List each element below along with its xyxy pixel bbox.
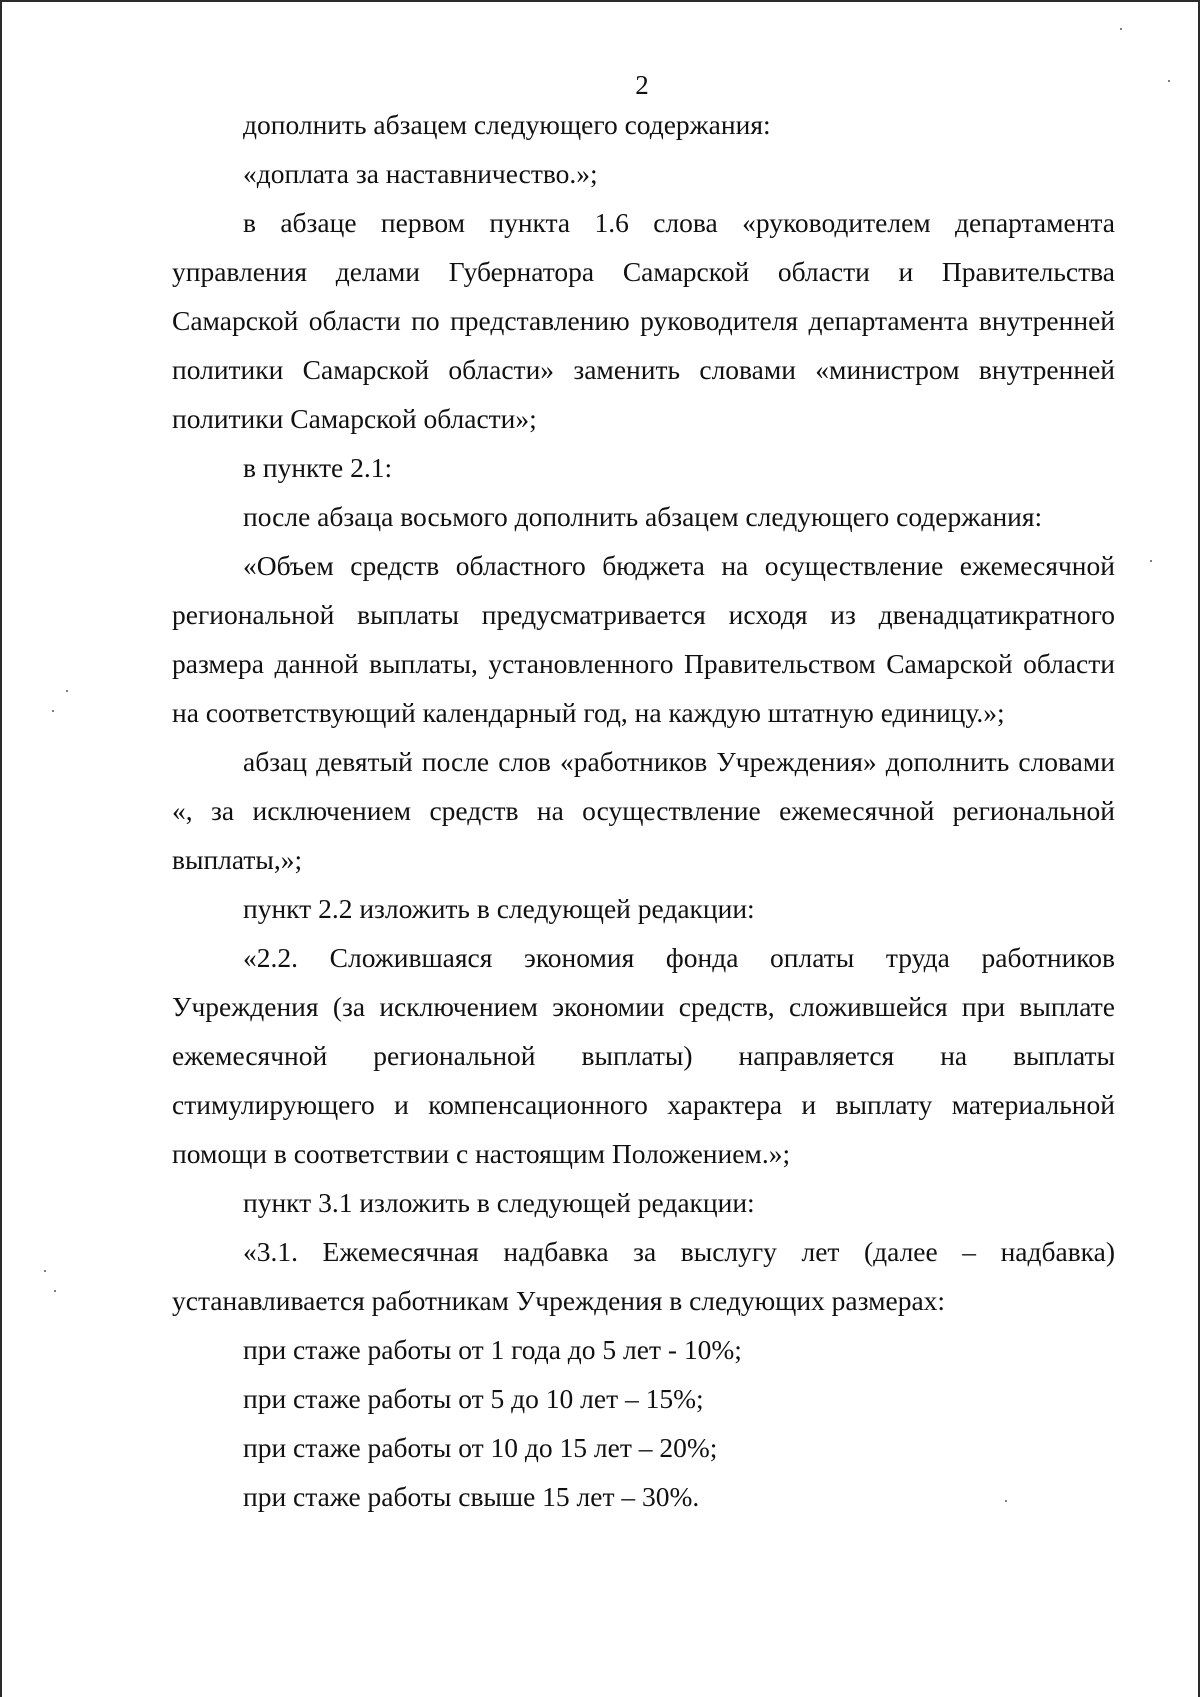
- paragraph: «2.2. Сложившаяся экономия фонда оплаты труда работников Учреждения (за исключением экономии средств, сложившейся при выплате ежемесячной региональной выплаты) направляется на выплаты стимулирующего и компенсационного характера и выплату материальной помощи в соответствии с настоящим Положением.»;: [172, 942, 1115, 1169]
- list-item: при стаже работы от 5 до 10 лет – 15%;: [243, 1383, 704, 1414]
- scan-speck: [1150, 560, 1152, 562]
- paragraph: «доплата за наставничество.»;: [243, 158, 598, 189]
- paragraph: в абзаце первом пункта 1.6 слова «руководителем департамента управления делами Губернатора Самарской области и Правительства Самарской области по представлению руководителя департамента внутренней политики Самарской области» заменить словами «министром внутренней политики Самарской области»;: [172, 207, 1115, 434]
- scan-speck: [1168, 80, 1170, 82]
- scan-speck: [1005, 1500, 1007, 1502]
- scan-speck: [66, 690, 68, 692]
- scan-speck: [52, 710, 54, 712]
- scan-speck: [54, 1290, 56, 1292]
- scan-speck: [1120, 28, 1122, 30]
- document-body: [172, 100, 1115, 1521]
- paragraph: в пункте 2.1:: [243, 452, 393, 483]
- list-item: при стаже работы от 10 до 15 лет – 20%;: [243, 1432, 718, 1463]
- paragraph: пункт 2.2 изложить в следующей редакции:: [243, 893, 755, 924]
- paragraph: абзац девятый после слов «работников Учреждения» дополнить словами «, за исключением средств на осуществление ежемесячной региональной выплаты,»;: [172, 746, 1115, 875]
- paragraph: «Объем средств областного бюджета на осуществление ежемесячной региональной выплаты предусматривается исходя из двенадцатикратного размера данной выплаты, установленного Правительством Самарской области на соответствующий календарный год, на каждую штатную единицу.»;: [172, 550, 1115, 728]
- paragraph: пункт 3.1 изложить в следующей редакции:: [243, 1187, 755, 1218]
- paragraph: дополнить абзацем следующего содержания:: [243, 109, 771, 140]
- page-number: 2: [635, 70, 649, 100]
- scan-edge-left: [0, 0, 2, 1697]
- scan-edge-top: [0, 0, 1200, 2]
- list-item: при стаже работы свыше 15 лет – 30%.: [243, 1481, 700, 1512]
- scan-speck: [44, 1270, 46, 1272]
- list-item: при стаже работы от 1 года до 5 лет - 10%;: [243, 1334, 742, 1365]
- paragraph: «3.1. Ежемесячная надбавка за выслугу лет (далее – надбавка) устанавливается работникам Учреждения в следующих размерах:: [172, 1236, 1115, 1316]
- paragraph: после абзаца восьмого дополнить абзацем следующего содержания:: [243, 501, 1043, 532]
